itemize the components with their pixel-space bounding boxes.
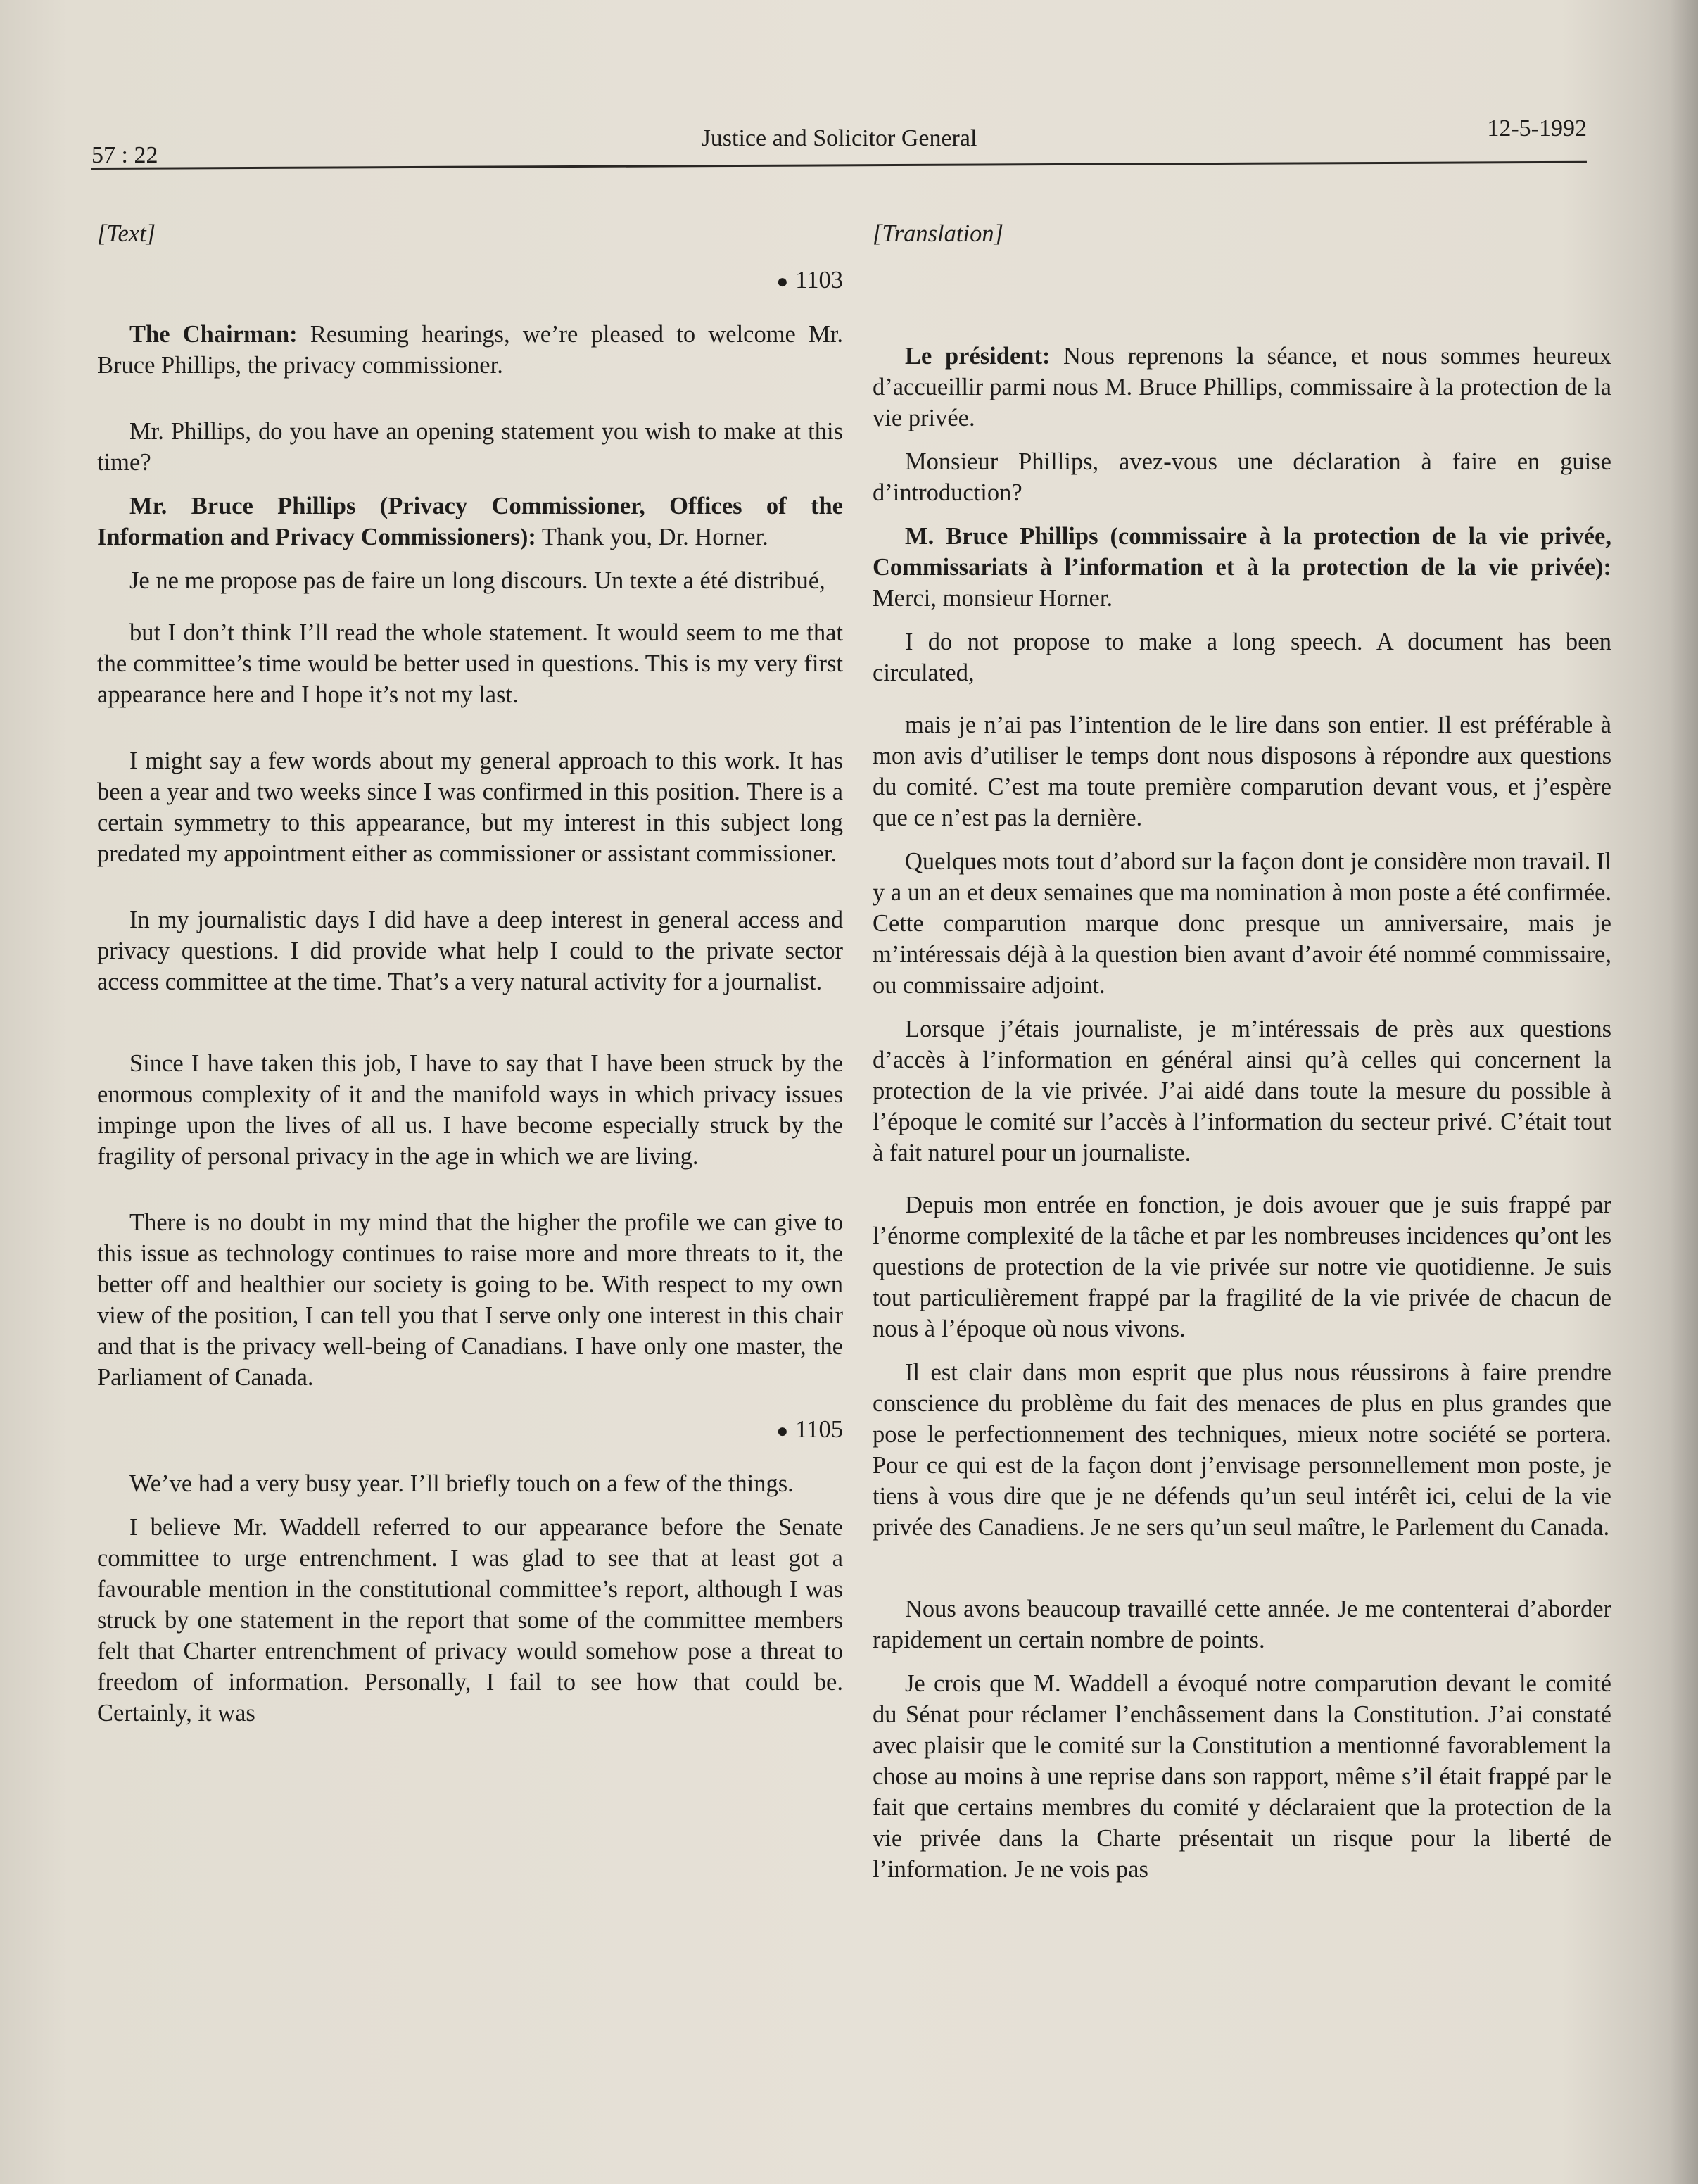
paragraph: mais je n’ai pas l’intention de le lire dans son entier. Il est préférable à mon avis d’utiliser le temps dont nous disposons à répondre aux questions du comité. C’est ma toute première comparution devant vous, et j’espère que ce n’est pas la dernière. [873,712,1611,831]
paragraph: We’ve had a very busy year. I’ll briefly touch on a few of the things. [129,1470,794,1498]
paragraph: Nous avons beaucoup travaillé cette année. Je me contenterai d’aborder rapidement un certain nombre de points. [873,1596,1611,1653]
bullet-icon: ● [776,271,789,293]
speech-text: Nous reprenons la séance, et nous sommes heureux d’accueillir parmi nous M. Bruce Phillips, commissaire à la protection de la vie privée. [873,343,1611,431]
speech-text: Merci, monsieur Horner. [873,585,1113,612]
paragraph: Je crois que M. Waddell a évoqué notre comparution devant le comité du Sénat pour réclamer l’enchâssement dans la Constitution. J’ai constaté avec plaisir que le comité sur la Constitution a mentionné favorablement la chose au moins à une reprise dans son rapport, même s’il était frappé par le fait que certains membres du comité y déclaraient que la protection de la vie privée dans la Charte présentait un risque pour la liberté de l’information. Je ne vois pas [873,1670,1611,1883]
time-marker-1105 [97,1414,843,1447]
paragraph: In my journalistic days I did have a deep interest in general access and privacy questions. I did provide what help I could to the private sector access committee at the time. That’s a very natural activity for a journalist. [97,907,843,996]
translation-label: [Translation] [873,220,1003,247]
time-marker-text: 1103 [795,267,843,293]
paragraph: Since I have taken this job, I have to say that I have been struck by the enormous complexity of it and the manifold ways in which privacy issues impinge upon the lives of all us. I have become especially struck by the fragility of personal privacy in the age in which we are living. [97,1050,843,1170]
page-header [91,113,1587,169]
paragraph: but I don’t think I’ll read the whole statement. It would seem to me that the committee’s time would be better used in questions. This is my very first appearance here and I hope it’s not my last. [97,619,843,709]
paragraph: Depuis mon entrée en fonction, je dois avouer que je suis frappé par l’énorme complexité de la tâche et par les nombreuses incidences qu’ont les questions de protection de la vie privée sur notre vie quotidienne. Je suis tout particulièrement frappé par la fragilité de la vie privée de chacun de nous à l’époque où nous vivons. [873,1192,1611,1342]
paragraph: Quelques mots tout d’abord sur la façon dont je considère mon travail. Il y a un an et deux semaines que ma nomination à mon poste a été confirmée. Cette comparution marque donc presque un anniversaire, mais je m’intéressais déjà à la question bien avant d’avoir été nommé commissaire, ou commissaire adjoint. [873,848,1611,999]
bullet-icon: ● [776,1420,789,1443]
paragraph: I believe Mr. Waddell referred to our appearance before the Senate committee to urge entrenchment. I was glad to see that at least got a favourable mention in the constitutional committee’s report, although I was struck by one statement in the report that some of the committee members felt that Charter entrenchment of privacy would somehow pose a threat to freedom of information. Personally, I fail to see how that could be. Certainly, it was [97,1514,843,1727]
header-date: 12-5-1992 [1487,115,1587,141]
speaker-name: Le président: [905,343,1051,370]
speaker-name: M. Bruce Phillips (commissaire à la protection de la vie privée, Commissariats à l’information et à la protection de la vie privée): [873,523,1611,581]
time-marker-text: 1105 [795,1416,843,1444]
paragraph: There is no doubt in my mind that the higher the profile we can give to this issue as technology continues to raise more and more threats to it, the better off and healthier our society is going to be. With respect to my own view of the position, I can tell you that I serve only one interest in this chair and that is the privacy well-being of Canadians. I have only one master, the Parliament of Canada. [97,1209,843,1391]
page-edge-shadow [1670,0,1698,2184]
speech-text: Thank you, Dr. Horner. [536,524,768,551]
english-column [97,218,843,1729]
paragraph: Mr. Phillips, do you have an opening statement you wish to make at this time? [97,418,843,476]
paragraph [97,319,843,381]
french-column [873,218,1611,1885]
time-marker-1103 [97,265,843,298]
paragraph: Monsieur Phillips, avez-vous une déclaration à faire en guise d’introduction? [873,448,1611,506]
paragraph [873,521,1611,614]
speech-text: Resuming hearings, we’re pleased to welcome Mr. Bruce Phillips, the privacy commissioner. [97,321,843,379]
paragraph: Il est clair dans mon esprit que plus nous réussirons à faire prendre conscience du problème du fait des menaces de plus en plus grandes que pose le perfectionnement des techniques, mieux notre société se portera. Pour ce qui est de la façon dont j’envisage personnellement mon poste, je tiens à vous dire que je ne défends qu’un seul intérêt ici, celui de la vie privée des Canadiens. Je ne sers qu’un seul maître, le Parlement du Canada. [873,1359,1611,1541]
paragraph [873,341,1611,434]
paragraph [97,491,843,553]
speaker-name: The Chairman: [129,321,298,348]
text-label: [Text] [97,220,156,247]
paragraph: I do not propose to make a long speech. A document has been circulated, [873,629,1611,686]
page-folio: 57 : 22 [91,142,158,168]
speaker-name: Mr. Bruce Phillips (Privacy Commissioner, Offices of the Information and Privacy Commissioners): [97,493,843,551]
running-title: Justice and Solicitor General [701,125,977,151]
paragraph: Lorsque j’étais journaliste, je m’intéressais de près aux questions d’accès à l’information en général ainsi qu’à celles qui concernent la protection de la vie privée. J’ai aidé dans toute la mesure du possible à l’époque le comité sur l’accès à l’information du secteur privé. C’était tout à fait naturel pour un journaliste. [873,1016,1611,1166]
paragraph: I might say a few words about my general approach to this work. It has been a year and two weeks since I was confirmed in this position. There is a certain symmetry to this appearance, but my interest in this subject long predated my appointment either as commissioner or assistant commissioner. [97,747,843,868]
paragraph: Je ne me propose pas de faire un long discours. Un texte a été distribué, [129,567,825,595]
